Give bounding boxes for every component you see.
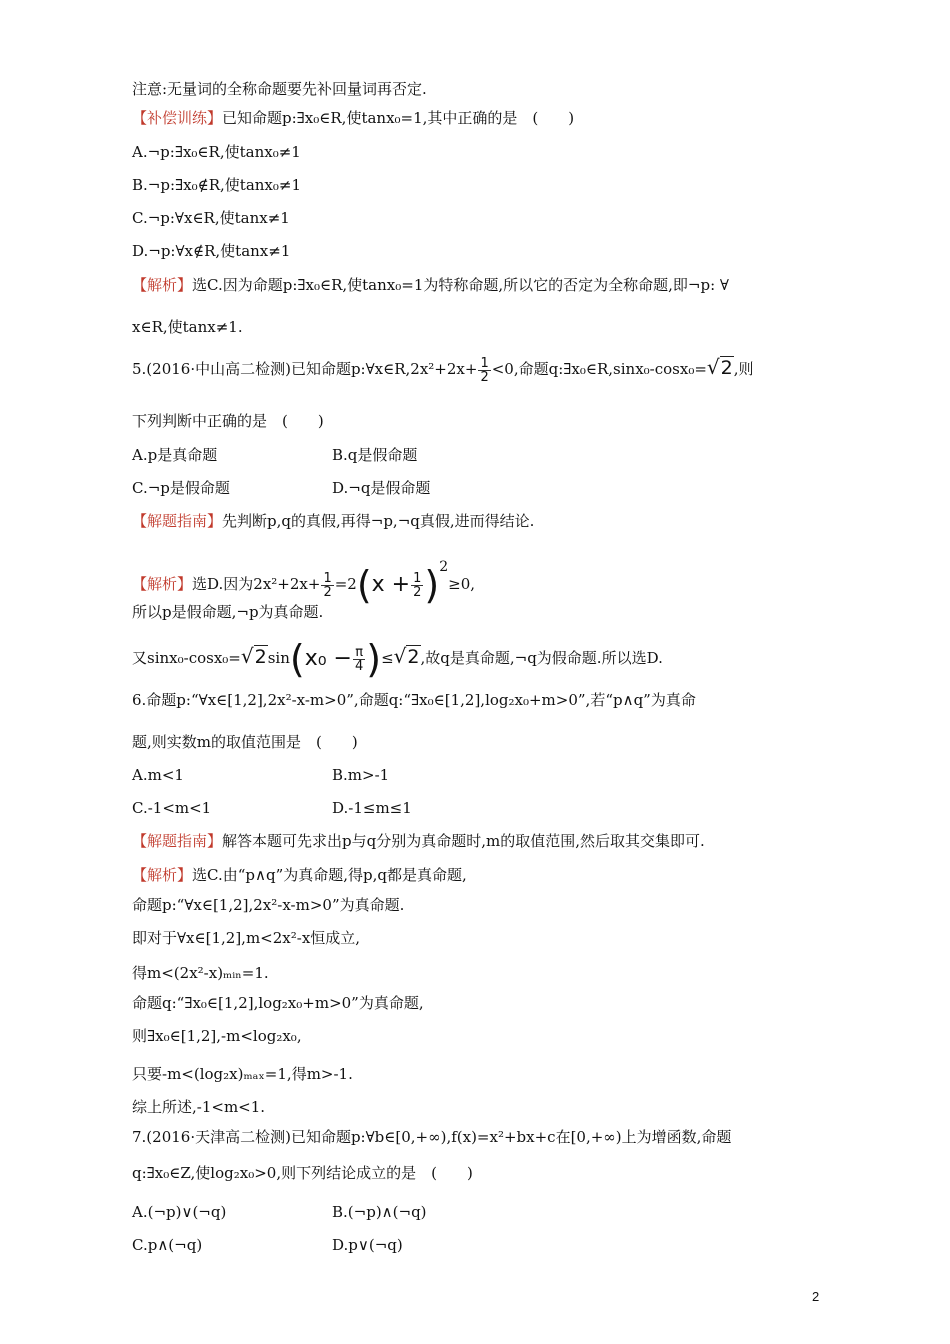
q6-solution-line-8: 综上所述,-1<m<1.	[132, 1098, 266, 1116]
q7-stem-line: 7.(2016·天津高二检测)已知命题p:∀b∈[0,+∞),f(x)=x²+bx+c在[0,+∞)上为增函数,命题	[132, 1128, 732, 1146]
q5-sol-frac2-num: 1	[413, 570, 422, 586]
q5-sol-3a: 又sinx₀-cosx₀=	[132, 649, 241, 667]
q5-guide-line	[132, 510, 534, 532]
q5-pi-fraction	[353, 646, 365, 673]
q5-sin-right-paren: )	[366, 637, 382, 681]
q6-option-a: A.m<1	[132, 766, 184, 784]
q5-sol-c: ≥0,	[448, 575, 476, 593]
q5-stem-line-2: 下列判断中正确的是 ( )	[132, 412, 324, 430]
q5-guide-tag: 【解题指南】	[132, 512, 223, 530]
q6-guide-tag: 【解题指南】	[132, 832, 223, 850]
comp-option-a: A.¬p:∃x₀∈R,使tanx₀≠1	[132, 143, 301, 161]
q5-frac-den: 2	[480, 369, 489, 385]
comp-solution-line-2: x∈R,使tanx≠1.	[132, 318, 243, 336]
q5-sqrt: √2	[706, 355, 733, 379]
q6-stem-line: 6.命题p:“∀x∈[1,2],2x²-x-m>0”,命题q:“∃x₀∈[1,2],log₂x₀+m>0”,若“p∧q”为真命	[132, 691, 696, 709]
q7-option-d: D.p∨(¬q)	[332, 1236, 403, 1254]
comp-option-d: D.¬p:∀x∉R,使tanx≠1	[132, 242, 291, 260]
q5-sol-fraction	[321, 572, 333, 599]
q5-sol-square: 2	[439, 559, 449, 575]
q5-option-c: C.¬p是假命题	[132, 479, 230, 497]
q7-stem-line-2: q:∃x₀∈Z,使log₂x₀>0,则下列结论成立的是 ( )	[132, 1164, 473, 1182]
q5-sol-3d: ,故q是真命题,¬q为假命题.所以选D.	[420, 649, 663, 667]
q5-sol-b: =2	[334, 575, 357, 593]
q5-stem-c: ,则	[733, 360, 754, 378]
q6-option-d: D.-1≤m≤1	[332, 799, 412, 817]
q5-sol-3b: sin	[267, 649, 290, 667]
comp-option-c: C.¬p:∀x∈R,使tanx≠1	[132, 209, 290, 227]
q5-sol-3c: ≤	[381, 649, 394, 667]
q5-solution-line	[132, 556, 476, 607]
q5-stem-b: <0,命题q:∃x₀∈R,sinx₀-cosx₀=	[491, 360, 707, 378]
comp-option-b: B.¬p:∃x₀∉R,使tanx₀≠1	[132, 176, 302, 194]
q5-sol-a: 选D.因为2x²+2x+	[192, 575, 321, 593]
q5-option-d: D.¬q是假命题	[332, 479, 431, 497]
comp-tag: 【补偿训练】	[132, 109, 223, 127]
q5-sol-sqrt-val-2: 2	[407, 646, 420, 668]
q5-sol-frac2-den: 2	[413, 584, 422, 600]
q5-sol-3x: x₀ −	[304, 646, 352, 671]
q5-sol-frac-num: 1	[323, 570, 332, 586]
q6-solution-line-4: 得m<(2x²-x)ₘᵢₙ=1.	[132, 964, 269, 982]
q5-guide: 先判断p,q的真假,再得¬p,¬q真假,进而得结论.	[222, 512, 535, 530]
q6-option-b: B.m>-1	[332, 766, 390, 784]
q7-option-b: B.(¬p)∧(¬q)	[332, 1203, 427, 1221]
comp-sol-1: 选C.因为命题p:∃x₀∈R,使tanx₀=1为特称命题,所以它的否定为全称命题,即¬p: ∀	[192, 276, 729, 294]
q6-solution-line-2: 命题p:“∀x∈[1,2],2x²-x-m>0”为真命题.	[132, 896, 405, 914]
q5-sol-sqrt: √2	[240, 644, 267, 668]
q5-sol-sqrt-2: √2	[393, 644, 420, 668]
q5-right-paren: )	[424, 563, 440, 607]
comp-stem: 已知命题p:∃x₀∈R,使tanx₀=1,其中正确的是 ( )	[222, 109, 575, 127]
q5-sol-sqrt-val: 2	[254, 646, 267, 668]
q5-solution-line-2: 所以p是假命题,¬p为真命题.	[132, 603, 324, 621]
page-number: 2	[812, 1289, 820, 1304]
q7-option-a: A.(¬p)∨(¬q)	[132, 1203, 227, 1221]
q5-sol-x: x +	[371, 572, 411, 597]
q6-sol-1: 选C.由“p∧q”为真命题,得p,q都是真命题,	[192, 866, 467, 884]
comp-sol-tag: 【解析】	[132, 276, 193, 294]
q6-sol-tag: 【解析】	[132, 866, 193, 884]
q5-sol-fraction-2	[411, 572, 423, 599]
q5-option-b: B.q是假命题	[332, 446, 418, 464]
q5-option-a: A.p是真命题	[132, 446, 218, 464]
q5-sqrt-val: 2	[720, 357, 733, 379]
q6-option-c: C.-1<m<1	[132, 799, 212, 817]
comp-solution-line	[132, 274, 729, 296]
q6-solution-line	[132, 864, 467, 886]
q5-left-paren: (	[356, 563, 372, 607]
q5-fraction	[478, 357, 490, 384]
q6-guide-line	[132, 830, 705, 852]
q6-guide: 解答本题可先求出p与q分别为真命题时,m的取值范围,然后取其交集即可.	[222, 832, 705, 850]
q6-solution-line-6: 则∃x₀∈[1,2],-m<log₂x₀,	[132, 1027, 302, 1045]
q6-stem-line-2: 题,则实数m的取值范围是 ( )	[132, 733, 358, 751]
comp-stem-line	[132, 107, 574, 129]
q5-frac-num: 1	[480, 355, 489, 371]
q5-pi: π	[355, 644, 364, 660]
q7-option-c: C.p∧(¬q)	[132, 1236, 203, 1254]
q6-solution-line-5: 命题q:“∃x₀∈[1,2],log₂x₀+m>0”为真命题,	[132, 994, 424, 1012]
q5-four: 4	[354, 658, 364, 674]
q5-stem-a: 5.(2016·中山高二检测)已知命题p:∀x∈R,2x²+2x+	[132, 360, 478, 378]
q5-stem-line	[132, 356, 754, 384]
q6-solution-line-7: 只要-m<(log₂x)ₘₐₓ=1,得m>-1.	[132, 1065, 353, 1083]
q5-sol-frac-den: 2	[323, 584, 332, 600]
q6-solution-line-3: 即对于∀x∈[1,2],m<2x²-x恒成立,	[132, 929, 361, 947]
q5-solution-line-3	[132, 637, 663, 681]
q5-sin-left-paren: (	[289, 637, 305, 681]
note-line: 注意:无量词的全称命题要先补回量词再否定.	[132, 80, 427, 98]
q5-sol-tag: 【解析】	[132, 575, 193, 593]
